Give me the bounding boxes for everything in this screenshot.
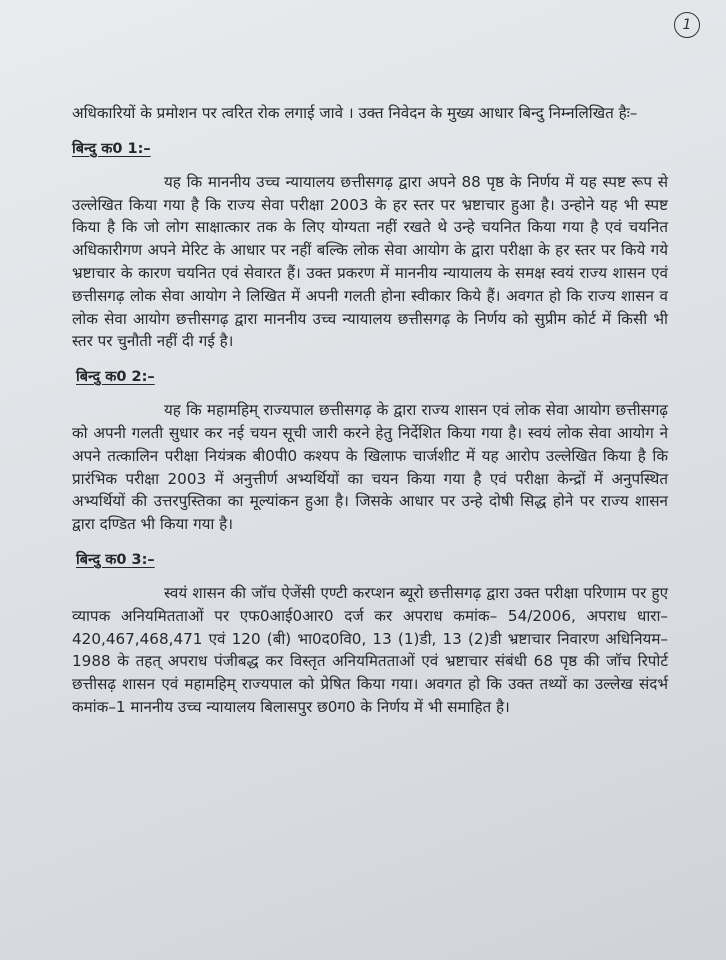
section-point-2 <box>72 363 668 536</box>
page-number: 1 <box>674 12 700 38</box>
section-paragraph: स्वयं शासन की जॉच ऐजेंसी एण्टी करप्शन ब्यूरो छत्तीसगढ़ द्वारा उक्त परीक्षा परिणाम पर हुए व्यापक अनियमितताओं पर एफ0आई0आर0 दर्ज कर अपराध कमांक– 54/2006, अपराध धारा– 420,467,468,471 एवं 120 (बी) भा0द0वि0, 13 (1)डी, 13 (2)डी भ्रष्टाचार निवारण अधिनियम– 1988 के तहत् अपराध पंजीबद्ध कर विस्तृत अनियमितताओं एवं भ्रष्टाचार संबंधी 68 पृष्ठ की जॉच रिपोर्ट छत्तीसढ़ शासन एवं महामहिम् राज्यपाल को प्रेषित किया गया। अवगत हो कि उक्त तथ्यों का उल्लेख संदर्भ कमांक–1 माननीय उच्च न्यायालय बिलासपुर छ0ग0 के निर्णय में भी समाहित है। <box>72 583 668 716</box>
section-paragraph: यह कि माननीय उच्च न्यायालय छत्तीसगढ़ द्वारा अपने 88 पृष्ठ के निर्णय में यह स्पष्ट रूप से उल्लेखित किया गया है कि राज्य सेवा परीक्षा 2003 के हर स्तर पर भ्रष्टाचार हुआ है। उन्होने यह भी स्पष्ट किया है कि जो लोग साक्षात्कार तक के लिए योग्यता नहीं रखते थे उन्हे चयनित किया गया है एवं चयनित अधिकारीगण अपने मेरिट के आधार पर नहीं बल्कि लोक सेवा आयोग के द्वारा परीक्षा के हर स्तर पर किये गये भ्रष्टाचार के कारण चयनित एवं सेवारत हैं। उक्त प्रकरण में माननीय न्यायालय के समक्ष स्वयं राज्य शासन एवं छत्तीसगढ़ लोक सेवा आयोग ने लिखित में अपनी गलती होना स्वीकार किये हैं। अवगत हो कि राज्य शासन व लोक सेवा आयोग छत्तीसगढ़ द्वारा माननीय उच्च न्यायालय छत्तीसगढ़ के निर्णय को सुप्रीम कोर्ट में किसी भी स्तर पर चुनौती नहीं दी गई है। <box>72 172 668 351</box>
section-point-1 <box>72 135 668 353</box>
section-heading: बिन्दु क0 2:– <box>76 369 155 386</box>
section-paragraph: यह कि महामहिम् राज्यपाल छत्तीसगढ़ के द्वारा राज्य शासन एवं लोक सेवा आयोग छत्तीसगढ़ को अपनी गलती सुधार कर नई चयन सूची जारी करने हेतु निर्देशित किया गया है। स्वयं लोक सेवा आयोग ने अपने तत्कालिन परीक्षा नियंत्रक बी0पी0 कश्यप के खिलाफ चार्जशीट में यह आरोप उल्लेखित किया है कि प्रारंभिक परीक्षा 2003 में अनुत्तीर्ण अभ्यर्थियों का चयन किया गया है एवं परीक्षा केन्द्रों में अनुपस्थित अभ्यर्थियों की उत्तरपुस्तिका का मूल्यांकन हुआ है। जिसके आधार पर उन्हे दोषी सिद्ध होने पर राज्य शासन द्वारा दण्डित भी किया गया है। <box>72 401 668 534</box>
document-body <box>72 102 668 729</box>
section-heading: बिन्दु क0 1:– <box>72 140 151 157</box>
section-point-3 <box>72 546 668 719</box>
intro-paragraph: अधिकारियों के प्रमोशन पर त्वरित रोक लगाई जावे । उक्त निवेदन के मुख्य आधार बिन्दु निम्नलिखित हैः– <box>72 104 638 122</box>
section-heading: बिन्दु क0 3:– <box>76 551 155 568</box>
